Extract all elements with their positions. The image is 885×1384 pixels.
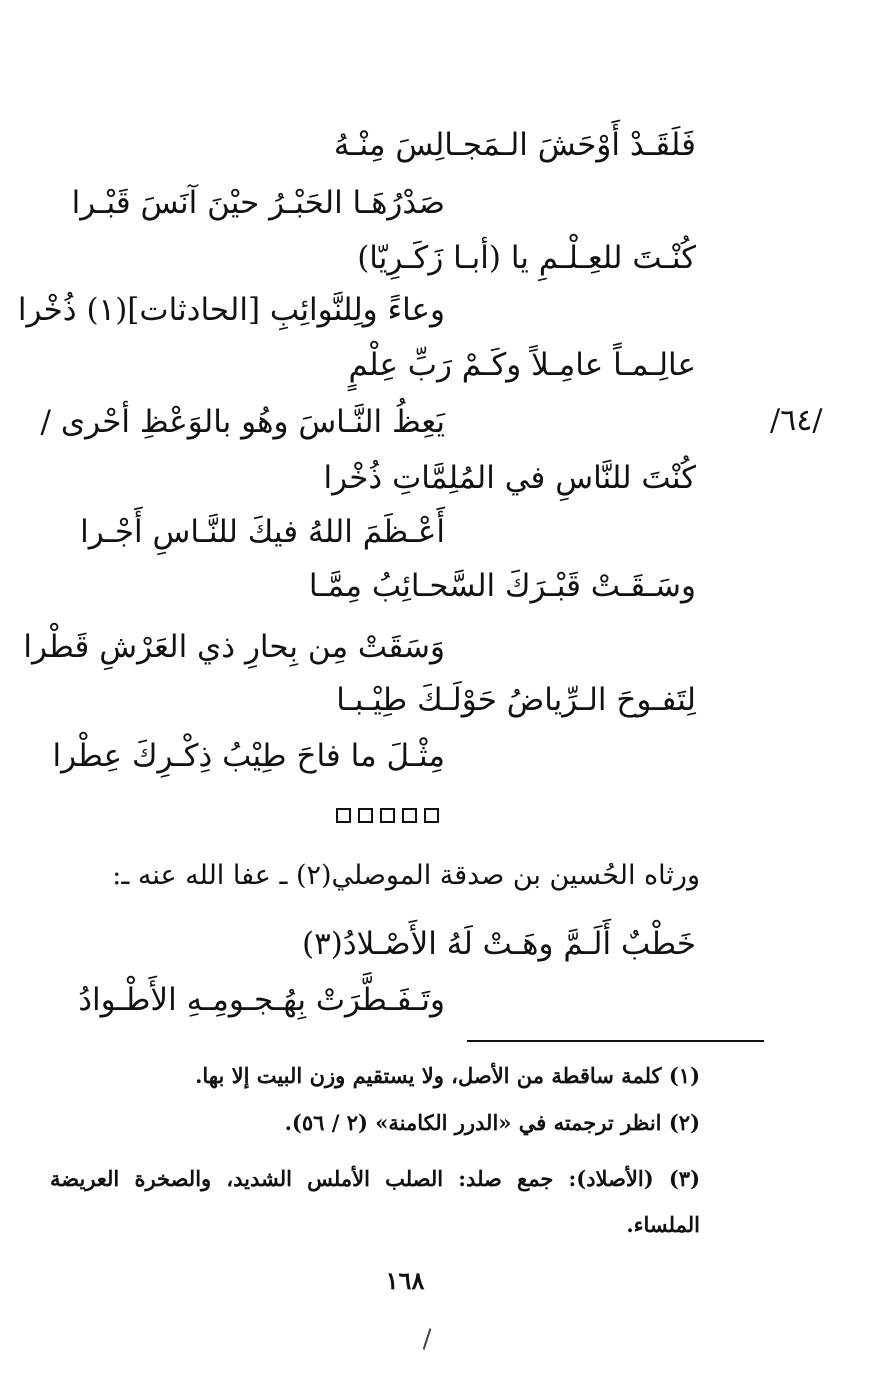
- footnote: (٣) (الأصلاد): جمع صلد: الصلب الأملس الشديد، والصخرة العريضة الملساء.: [50, 1166, 700, 1237]
- page-number: ١٦٨: [385, 1266, 425, 1295]
- separator-square: [380, 808, 395, 823]
- verse-line: وَسَقَتْ مِن بِحارِ ذي العَرْشِ قَطْرا: [23, 629, 445, 665]
- verse-line: عالِـمـاً عامِـلاً وكَـمْ رَبِّ عِلْمٍ: [348, 347, 696, 383]
- section-separator: [336, 808, 439, 823]
- section-intro: ورثاه الحُسين بن صدقة الموصلي(٢) ـ عفا الله عنه ـ:: [112, 860, 700, 891]
- separator-square: [424, 808, 439, 823]
- separator-square: [358, 808, 373, 823]
- verse-line: أَعْـظَمَ اللهُ فيكَ للنَّـاسِ أَجْـرا: [80, 514, 445, 550]
- verse-line: صَدْرُهَـا الحَبْـرُ حيْنَ آنَسَ قَبْـرا: [71, 185, 445, 221]
- verse-line: كُنْتَ للنَّاسِ في المُلِمَّاتِ ذُخْرا: [323, 460, 696, 496]
- verse-line: يَعِظُ النَّـاسَ وهُو بالوَعْظِ أحْرى /: [40, 404, 445, 440]
- scan-mark: [423, 1328, 432, 1350]
- verse-line: كُنْـتَ للعِـلْـمِ يا (أبـا زَكَـرِيّا): [357, 240, 696, 276]
- footnote-divider: [467, 1040, 764, 1042]
- verse-line: وتَـفَـطَّرَتْ بِهُـجـومِـهِ الأَطْـوادُ: [78, 982, 445, 1018]
- verse-line: فَلَقَـدْ أَوْحَشَ الـمَجـالِسَ مِنْـهُ: [333, 127, 696, 163]
- verse-line: وعاءً ولِلنَّوائِبِ [الحادثات](١) ذُخْرا: [17, 292, 445, 328]
- footnote: (١) كلمة ساقطة من الأصل، ولا يستقيم وزن البيت إلا بها.: [195, 1063, 700, 1088]
- verse-line: مِثْـلَ ما فاحَ طِيْبُ ذِكْـرِكَ عِطْرا: [52, 738, 445, 774]
- separator-square: [402, 808, 417, 823]
- footnote: (٢) انظر ترجمته في «الدرر الكامنة» (٢ / ٥٦).: [284, 1110, 700, 1135]
- manuscript-folio-marker: /٦٤/: [770, 403, 823, 438]
- separator-square: [336, 808, 351, 823]
- verse-line: وسَـقَـتْ قَبْـرَكَ السَّحـائِبُ مِمَّـا: [308, 568, 696, 604]
- verse-line: خَطْبٌ أَلَـمَّ وهَـتْ لَهُ الأَصْـلادُ(٣): [302, 926, 696, 962]
- verse-line: لِتَفـوحَ الـرِّياضُ حَوْلَـكَ طِيْـبـا: [336, 682, 696, 718]
